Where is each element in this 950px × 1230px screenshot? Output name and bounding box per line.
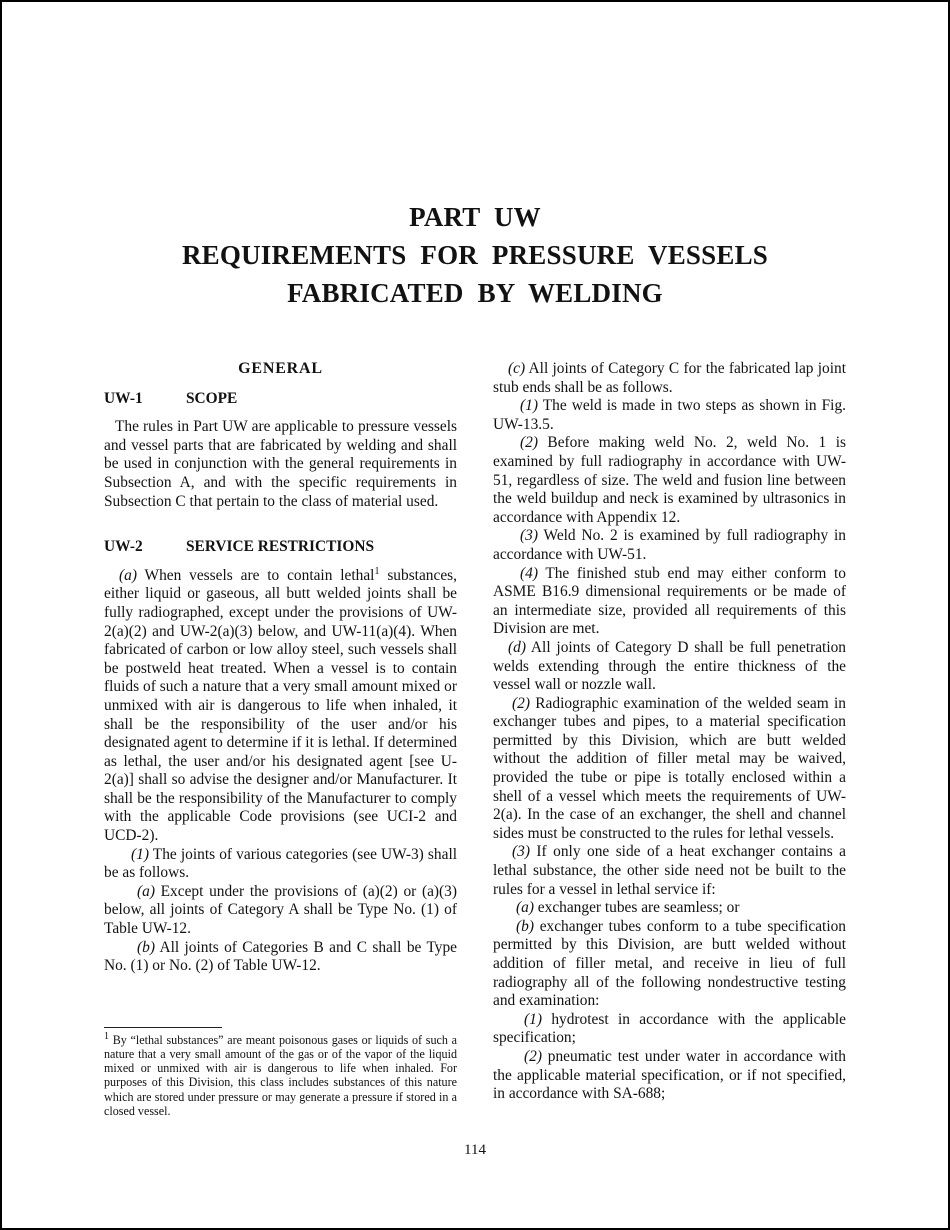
paragraph-c3: (3) Weld No. 2 is examined by full radiography in accordance with UW-51. (493, 527, 846, 563)
left-column (104, 360, 457, 1118)
paragraph-c4: (4) The finished stub end may either conform to ASME B16.9 dimensional requirements or be made of an intermediate size, provided all requirements of this Division are met. (493, 564, 846, 638)
footnote-rule (104, 1027, 222, 1028)
section-heading-uw1 (104, 390, 457, 409)
paragraph-uw2-a1: (1) The joints of various categories (see UW-3) shall be as follows. (104, 845, 457, 882)
paragraph-c2: (2) Before making weld No. 2, weld No. 1 is examined by full radiography in accordance with UW-51, regardless of size. The weld and fusion line between the weld buildup and neck is examined by ultrasonics in accordance with Appendix 12. (493, 434, 846, 526)
section-number-uw1: UW-1 (104, 389, 143, 407)
paragraph-a3: (3) If only one side of a heat exchanger contains a lethal substance, the other side need not be built to the rules for a vessel in lethal service if: (493, 843, 846, 898)
page-content (104, 2, 846, 1159)
paragraph-uw2-a: (a) When vessels are to contain lethal$^1$ substances, either liquid or gaseous, all butt welded joints shall be fully radiographed, except under the provisions of UW-2(a)(2) and UW-2(a)(3) below, and UW-11(a)(4). When fabricated of carbon or low alloy steel, such vessels shall be postweld heat treated. When a vessel is to contain fluids of such a nature that a very small amount mixed or unmixed with air is dangerous to life when inhaled, it shall be the responsibility of the user and/or his designated agent to determine if it is lethal. If determined as lethal, the user and/or his designated agent [see U-2(a)] shall so advise the designer and/or Manufacturer. It shall be the responsibility of the Manufacturer to comply with the applicable Code provisions (see UCI-2 and UCD-2). (104, 565, 458, 845)
paragraph-uw2-a1b: (b) All joints of Categories B and C shall be Type No. (1) or No. (2) of Table UW-12. (104, 938, 457, 975)
two-column-layout (104, 360, 846, 1118)
document-title (104, 198, 846, 312)
paragraph-a3a: (a) exchanger tubes are seamless; or (516, 899, 740, 917)
paragraph-a2: (2) Radiographic examination of the welded seam in exchanger tubes and pipes, to a material specification permitted by this Division, which are butt welded without the addition of filler metal may be waived, provided the tube or pipe is totally enclosed within a shell of a vessel which meets the requirements of UW-2(a). In the case of an exchanger, the shell and channel sides must be constructed to the rules for lethal vessels. (493, 694, 846, 842)
footnote-text: $^1$ By “lethal substances” are meant poisonous gases or liquids of such a nature that a very small amount of the gas or of the vapor of the liquid mixed or unmixed with air is dangerous to life when inhaled. For purposes of this Division, this class includes substances of this nature which are stored under pressure or may generate a pressure if stored in a closed vessel. (104, 1030, 457, 1118)
general-heading: GENERAL (238, 360, 323, 377)
section-title-uw2: SERVICE RESTRICTIONS (186, 538, 375, 556)
paragraph-uw1-scope: The rules in Part UW are applicable to pressure vessels and vessel parts that are fabricated by welding and shall be used in conjunction with the general requirements in Subsection A, and with the specific requirements in Subsection C that pertain to the class of material used. (104, 418, 457, 510)
paragraph-a3b1: (1) hydrotest in accordance with the applicable specification; (493, 1010, 846, 1047)
title-line-3: FABRICATED BY WELDING (287, 278, 663, 308)
footnote-block (104, 1015, 457, 1118)
right-column (493, 360, 846, 1118)
title-line-1: PART UW (409, 202, 541, 232)
paragraph-a3b: (b) exchanger tubes conform to a tube specification permitted by this Division, are butt welded without addition of filler metal, and receive in lieu of full radiography all of the following nondestructive testing and examination: (493, 917, 846, 1010)
page-number: 114 (464, 1142, 486, 1158)
paragraph-d: (d) All joints of Category D shall be full penetration welds extending through the entire thickness of the vessel wall or nozzle wall. (493, 638, 846, 694)
paragraph-c: (c) All joints of Category C for the fabricated lap joint stub ends shall be as follows. (493, 360, 846, 396)
paragraph-c1: (1) The weld is made in two steps as shown in Fig. UW-13.5. (493, 397, 846, 433)
paragraph-uw2-a1a: (a) Except under the provisions of (a)(2) or (a)(3) below, all joints of Category A shall be Type No. (1) of Table UW-12. (104, 882, 457, 938)
section-heading-uw2 (104, 538, 457, 557)
section-title-uw1: SCOPE (186, 389, 238, 407)
paragraph-a3b2: (2) pneumatic test under water in accordance with the applicable material specification, or if not specified, in accordance with SA-688; (493, 1047, 846, 1103)
section-number-uw2: UW-2 (104, 538, 143, 556)
title-line-2: REQUIREMENTS FOR PRESSURE VESSELS (181, 240, 768, 270)
